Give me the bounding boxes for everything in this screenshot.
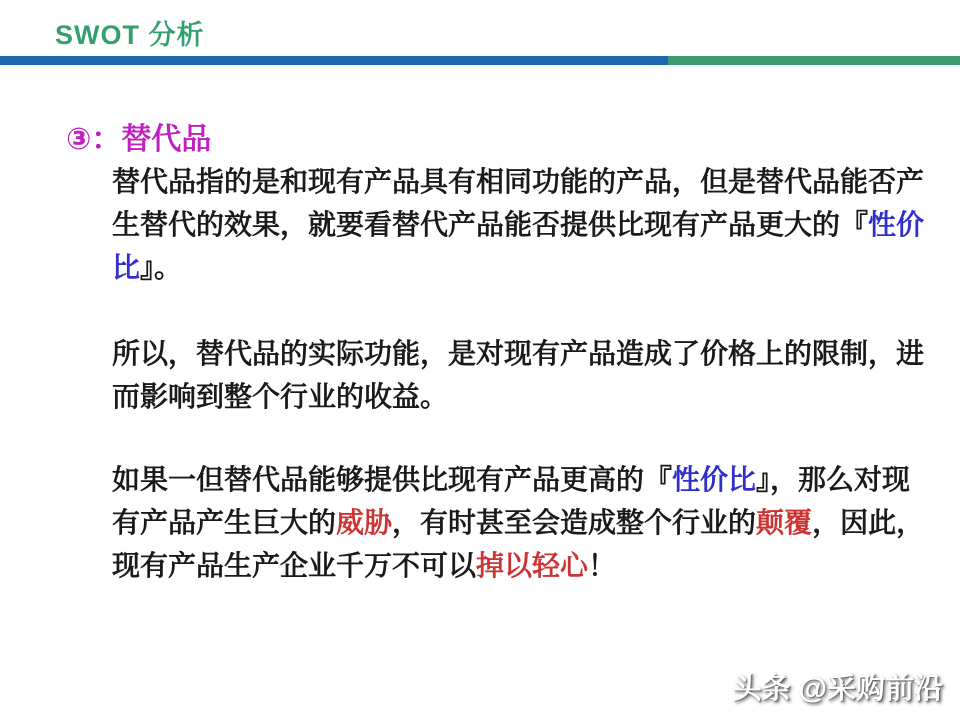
text-run: 生替代的效果，就要看替代产品能否提供比现有产品更大的『: [112, 209, 869, 240]
text-line: [112, 246, 942, 289]
text-line: [112, 544, 942, 587]
paragraph: [112, 160, 942, 289]
text-run: 替代品指的是和现有产品具有相同功能的产品，但是替代品能否产: [112, 166, 925, 197]
slide-title: SWOT 分析: [55, 20, 205, 50]
text-run: 而影响到整个行业的收益。: [112, 381, 449, 412]
divider-blue-segment: [0, 56, 668, 65]
text-line: [112, 332, 942, 375]
text-run: ，有时甚至会造成整个行业的: [392, 507, 757, 538]
text-line: [112, 203, 942, 246]
text-run: ，因此，: [812, 507, 925, 538]
paragraph: [112, 332, 942, 418]
text-run: 所以，替代品的实际功能，是对现有产品造成了价格上的限制，进: [112, 338, 925, 369]
emphasis-red-text: 威胁: [336, 507, 393, 538]
divider-green-segment: [668, 56, 960, 65]
text-run: ！: [588, 550, 617, 581]
body-text: [112, 160, 942, 627]
text-line: [112, 501, 942, 544]
divider-bar: [0, 56, 960, 65]
text-line: [112, 375, 942, 418]
text-run: 有产品产生巨大的: [112, 507, 337, 538]
text-run: 』。: [140, 252, 183, 283]
text-run: 现有产品生产企业千万不可以: [112, 550, 477, 581]
emphasis-blue-text: 性价: [868, 209, 925, 240]
emphasis-blue-text: 比: [112, 252, 141, 283]
emphasis-red-text: 颠覆: [756, 507, 813, 538]
watermark: 头条 @采购前沿: [732, 673, 943, 705]
text-line: [112, 160, 942, 203]
text-line: [112, 458, 942, 501]
emphasis-blue-text: 性价比: [672, 464, 757, 495]
text-run: 』，那么对现: [756, 464, 911, 495]
text-run: 如果一但替代品能够提供比现有产品更高的『: [112, 464, 673, 495]
section-heading: ③：替代品: [66, 123, 212, 156]
paragraph: [112, 458, 942, 587]
emphasis-red-text: 掉以轻心: [476, 550, 589, 581]
